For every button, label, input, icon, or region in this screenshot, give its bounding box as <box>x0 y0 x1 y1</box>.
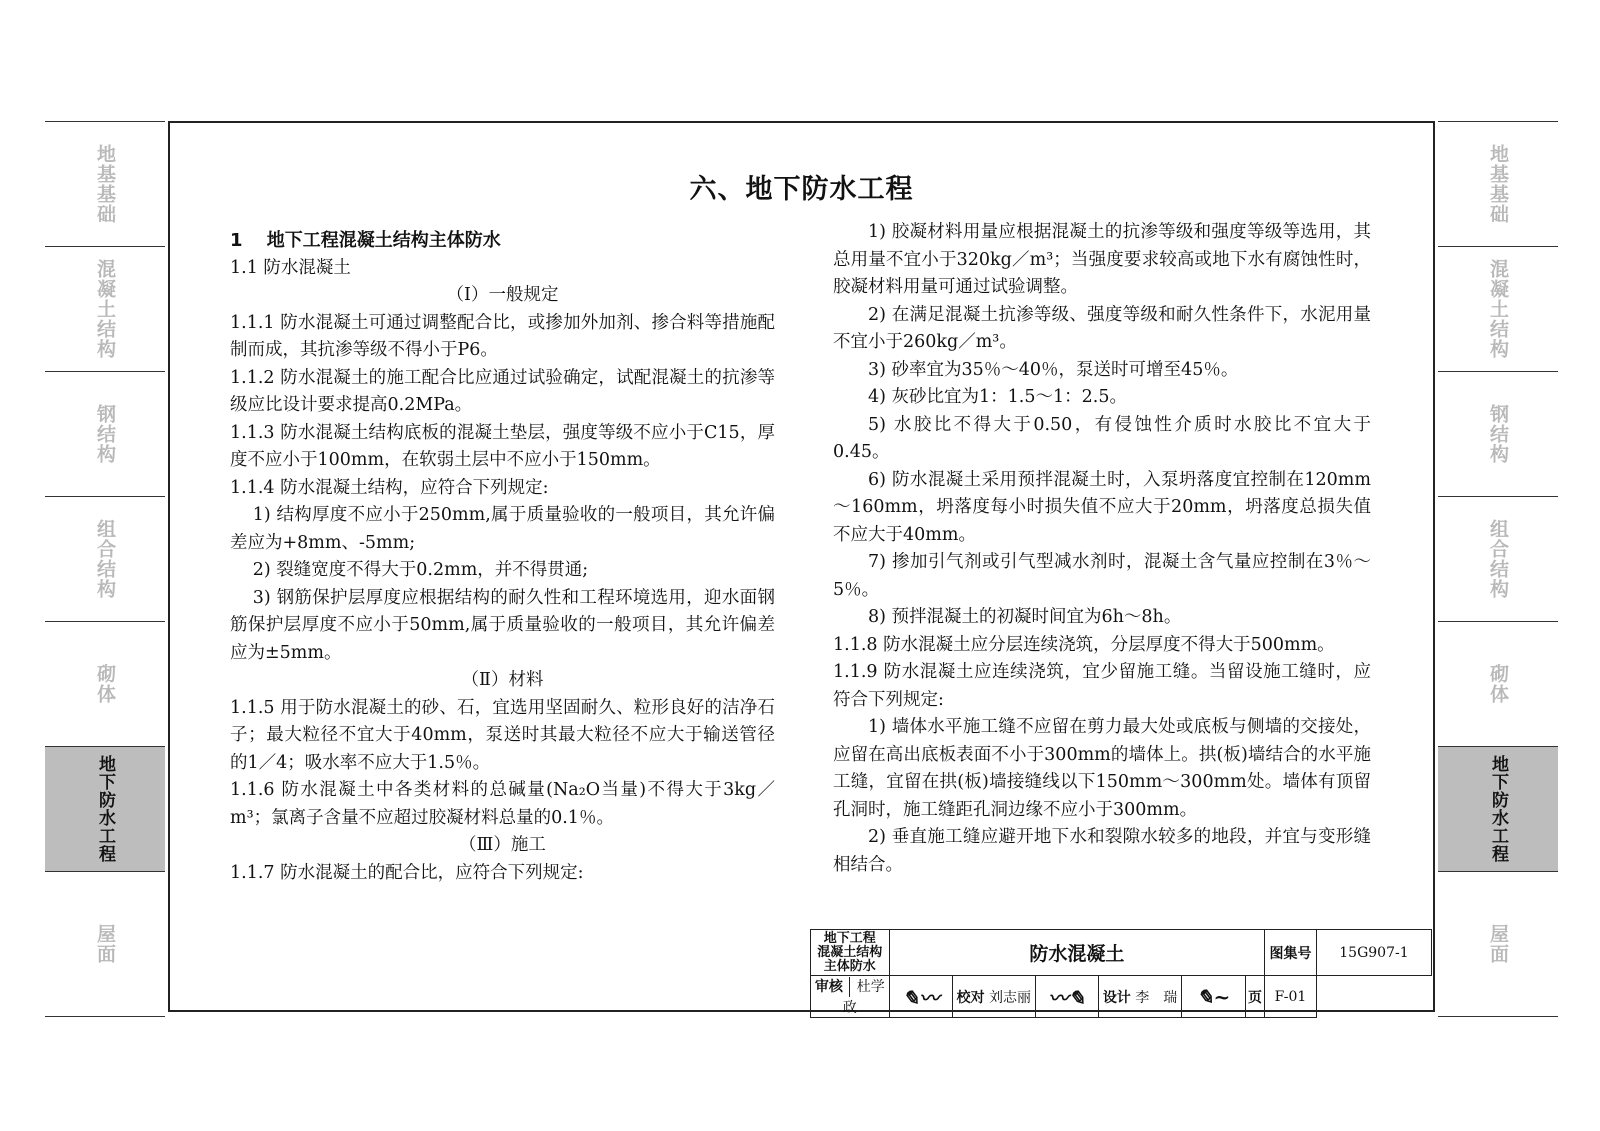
side-tab-label: 钢结构 <box>94 404 116 464</box>
designer-name: 李 瑞 <box>1135 989 1178 1006</box>
clause-paragraph: 1.1.2 防水混凝土的施工配合比应通过试验确定，试配混凝土的抗渗等级应比设计要求提高0.2MPa。 <box>230 367 775 415</box>
side-tab-label: 组合结构 <box>94 519 116 599</box>
clause-paragraph: 1.1.1 防水混凝土可通过调整配合比，或掺加外加剂、掺合料等措施配制而成，其抗渗等级不得小于P6。 <box>230 312 775 360</box>
clause-paragraph: 1.1.6 防水混凝土中各类材料的总碱量(Na₂O当量)不得大于3kg／m³；氯离子含量不应超过胶凝材料总量的0.1％。 <box>230 780 775 828</box>
reviewer-signature: ✎〰 <box>889 976 952 1018</box>
side-tab-steel[interactable] <box>1438 372 1558 497</box>
side-tab-composite[interactable] <box>1438 497 1558 622</box>
side-tab-composite[interactable] <box>45 497 165 622</box>
side-tab-label: 砌体 <box>94 664 116 704</box>
clause-paragraph: 2) 在满足混凝土抗渗等级、强度等级和耐久性条件下，水泥用量不宜小于260kg／m³。 <box>833 304 1371 352</box>
left-side-index <box>45 121 165 1017</box>
side-tab-steel[interactable] <box>45 372 165 497</box>
clause-paragraph: 3) 砂率宜为35％～40％，泵送时可增至45％。 <box>868 359 1239 380</box>
side-tab-label: 混凝土结构 <box>1487 259 1509 359</box>
reviewer-name: 杜学政 <box>842 979 885 1016</box>
subsection-heading: （Ⅱ）材料 <box>461 670 544 690</box>
side-tab-label: 地基基础 <box>94 144 116 224</box>
page-title: 六、地下防水工程 <box>689 174 914 205</box>
side-tab-masonry[interactable] <box>45 622 165 747</box>
drawing-title: 防水混凝土 <box>889 930 1264 976</box>
clause-paragraph: 2) 裂缝宽度不得大于0.2mm，并不得贯通; <box>252 560 589 580</box>
title-block <box>810 929 1432 1018</box>
clause-paragraph: 5) 水胶比不得大于0.50，有侵蚀性介质时水胶比不宜大于0.45。 <box>833 414 1371 462</box>
page-number: F-01 <box>1265 976 1317 1018</box>
side-tab-roof[interactable] <box>45 872 165 1016</box>
side-tab-label: 地下防水工程 <box>95 755 115 863</box>
clause-paragraph: 6) 防水混凝土采用预拌混凝土时，入泵坍落度宜控制在120mm～160mm，坍落度每小时损失值不应大于20mm，坍落度总损失值不应大于40mm。 <box>833 469 1371 545</box>
design-label: 设计 <box>1102 989 1131 1006</box>
clause-paragraph: 1.1.8 防水混凝土应分层连续浇筑，分层厚度不得大于500mm。 <box>833 634 1335 655</box>
side-tab-label: 屋面 <box>1487 924 1509 964</box>
clause-paragraph: 4) 灰砂比宜为1：1.5～1：2.5。 <box>868 387 1127 407</box>
right-side-index <box>1438 121 1558 1017</box>
atlas-number: 15G907-1 <box>1316 930 1431 976</box>
right-text-column <box>833 219 1371 879</box>
side-tab-label: 组合结构 <box>1487 519 1509 599</box>
clause-paragraph: 1.1 防水混凝土 <box>230 257 351 278</box>
review-label: 审核 <box>814 979 843 995</box>
side-tab-roof[interactable] <box>1438 872 1558 1016</box>
clause-paragraph: 1.1.3 防水混凝土结构底板的混凝土垫层，强度等级不应小于C15，厚度不应小于100mm，在软弱土层中不应小于150mm。 <box>230 422 775 470</box>
clause-paragraph: 7) 掺加引气剂或引气型减水剂时，混凝土含气量应控制在3％～5％。 <box>833 552 1371 600</box>
clause-paragraph: 1.1.5 用于防水混凝土的砂、石，宜选用坚固耐久、粒形良好的洁净石子；最大粒径不宜大于40mm，泵送时其最大粒径不应大于输送管径的1／4；吸水率不应大于1.5％。 <box>230 697 775 773</box>
clause-paragraph: 8) 预拌混凝土的初凝时间宜为6h～8h。 <box>868 607 1182 627</box>
side-tab-foundation[interactable] <box>45 122 165 247</box>
side-tab-label: 地基基础 <box>1487 144 1509 224</box>
side-tab-concrete[interactable] <box>1438 247 1558 372</box>
side-tab-label: 地下防水工程 <box>1488 755 1508 863</box>
clause-paragraph: 1) 结构厚度不应小于250mm,属于质量验收的一般项目，其允许偏差应为+8mm、-5mm; <box>230 505 775 553</box>
side-tab-masonry[interactable] <box>1438 622 1558 747</box>
side-tab-concrete[interactable] <box>45 247 165 372</box>
side-tab-label: 屋面 <box>94 924 116 964</box>
clause-paragraph: 3) 钢筋保护层厚度应根据结构的耐久性和工程环境选用，迎水面钢筋保护层厚度不应小于50mm,属于质量验收的一般项目，其允许偏差应为±5mm。 <box>230 587 775 663</box>
page-label: 页 <box>1246 976 1265 1018</box>
checker-name: 刘志丽 <box>989 989 1032 1006</box>
clause-paragraph: 1.1.4 防水混凝土结构，应符合下列规定: <box>230 477 549 498</box>
side-tab-label: 钢结构 <box>1487 404 1509 464</box>
subsection-heading: （Ⅲ）施工 <box>459 835 546 855</box>
section-name: 地下工程 混凝土结构 主体防水 <box>811 930 890 976</box>
left-text-column <box>230 227 775 887</box>
clause-paragraph: 1.1.7 防水混凝土的配合比，应符合下列规定: <box>230 862 584 883</box>
section-heading: 1 地下工程混凝土结构主体防水 <box>230 230 501 251</box>
side-tab-foundation[interactable] <box>1438 122 1558 247</box>
designer-signature: ✎~ <box>1182 976 1246 1018</box>
side-tab-waterproof[interactable] <box>45 747 165 872</box>
clause-paragraph: 1) 墙体水平施工缝不应留在剪力最大处或底板与侧墙的交接处，应留在高出底板表面不小于300mm的墙体上。拱(板)墙结合的水平施工缝，宜留在拱(板)墙接缝线以下150mm～300mm处。墙体有顶留孔洞时，施工缝距孔洞边缘不应小于300mm。 <box>833 717 1371 820</box>
checker-signature: 〰✎ <box>1035 976 1098 1018</box>
side-tab-label: 混凝土结构 <box>94 259 116 359</box>
clause-paragraph: 1.1.9 防水混凝土应连续浇筑，宜少留施工缝。当留设施工缝时，应符合下列规定: <box>833 662 1371 710</box>
drawing-frame <box>168 121 1435 1016</box>
side-tab-waterproof[interactable] <box>1438 747 1558 872</box>
atlas-label: 图集号 <box>1265 930 1317 976</box>
clause-paragraph: 1) 胶凝材料用量应根据混凝土的抗渗等级和强度等级等选用，其总用量不宜小于320kg／m³；当强度要求较高或地下水有腐蚀性时，胶凝材料用量可通过试验调整。 <box>833 222 1371 297</box>
side-tab-label: 砌体 <box>1487 664 1509 704</box>
check-label: 校对 <box>956 989 985 1006</box>
clause-paragraph: 2) 垂直施工缝应避开地下水和裂隙水较多的地段，并宜与变形缝相结合。 <box>833 827 1371 875</box>
subsection-heading: （Ⅰ）一般规定 <box>446 285 559 305</box>
